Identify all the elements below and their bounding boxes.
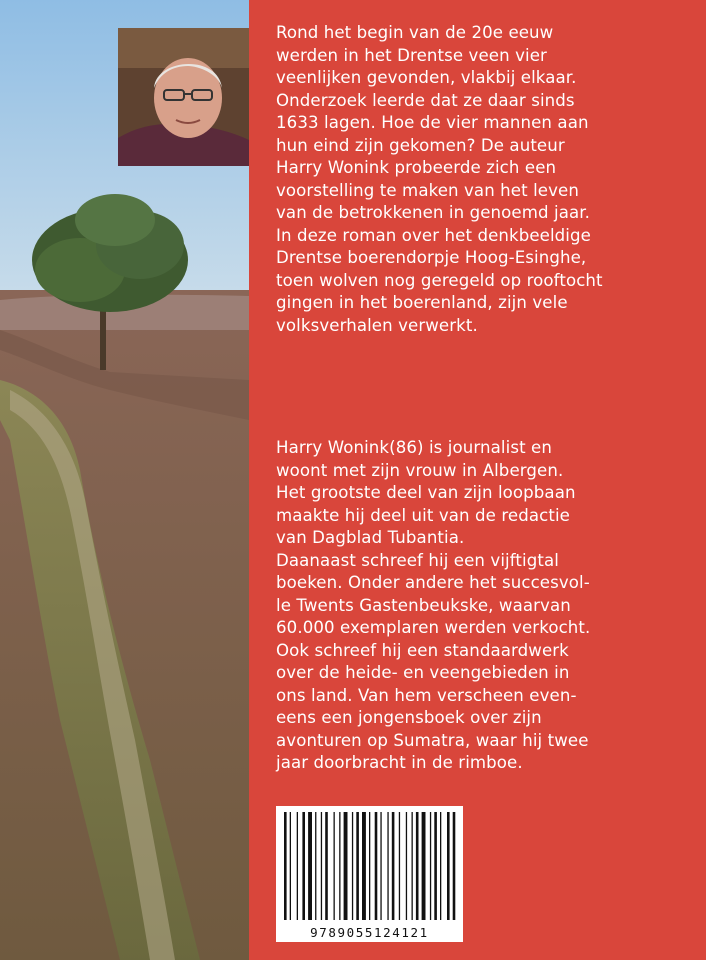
barcode-bar [375, 812, 378, 920]
barcode-bar [412, 812, 413, 920]
text-line: werden in het Drentse veen vier [276, 45, 547, 65]
barcode-bars [276, 806, 463, 924]
author-bio [276, 437, 696, 775]
isbn-number: 9789055124121 [310, 925, 429, 940]
barcode-bar [380, 812, 381, 920]
text-line: le Twents Gastenbeukske, waarvan [276, 595, 571, 615]
text-line: van Dagblad Tubantia. [276, 528, 465, 547]
barcode-bar [339, 812, 340, 920]
text-line: gingen in het boerenland, zijn vele [276, 293, 568, 312]
isbn-barcode [276, 806, 463, 942]
text-line: 60.000 exemplaren werden verkocht. [276, 618, 591, 637]
text-line: 1633 lagen. Hoe de vier mannen aan [276, 113, 589, 132]
author-portrait-illustration [118, 28, 249, 166]
barcode-bar [297, 812, 298, 920]
text-line: hun eind zijn gekomen? De auteur [276, 135, 565, 155]
text-line: Harry Wonink probeerde zich een [276, 158, 557, 177]
barcode-bar [453, 812, 456, 920]
barcode-bar [315, 812, 316, 920]
barcode-bar [362, 812, 366, 920]
text-line: maakte hij deel uit van de redactie [276, 505, 570, 525]
text-line: Rond het begin van de 20e eeuw [276, 23, 554, 42]
barcode-bar [392, 812, 395, 920]
barcode-bar [387, 812, 388, 920]
barcode-bar [302, 812, 305, 920]
text-line: In deze roman over het denkbeeldige [276, 225, 591, 245]
text-line: over de heide- en veengebieden in [276, 663, 570, 682]
text-line: eens een jongensboek over zijn [276, 708, 542, 727]
barcode-bar [406, 812, 407, 920]
barcode-bar [440, 812, 441, 920]
barcode-bar [334, 812, 335, 920]
barcode-bar [325, 812, 328, 920]
text-line: woont met zijn vrouw in Albergen. [276, 460, 564, 480]
barcode-bar [369, 812, 370, 920]
text-line: Drentse boerendorpje Hoog-Esinghe, [276, 248, 587, 267]
text-line: van de betrokkenen in genoemd jaar. [276, 203, 591, 222]
text-line: volksverhalen verwerkt. [276, 315, 478, 335]
text-line: avonturen op Sumatra, waar hij twee [276, 730, 589, 750]
barcode-bar [434, 812, 437, 920]
book-blurb [276, 22, 696, 337]
text-line: Daanaast schreef hij een vijftigtal [276, 550, 559, 570]
barcode-bar [290, 812, 291, 920]
text-line: Het grootste deel van zijn loopbaan [276, 483, 576, 502]
text-line: toen wolven nog geregeld op rooftocht [276, 270, 603, 290]
barcode-bar [356, 812, 359, 920]
text-line: Onderzoek leerde dat ze daar sinds [276, 90, 575, 110]
barcode-bar [284, 812, 287, 920]
text-line: voorstelling te maken van het leven [276, 180, 579, 200]
barcode-bar [430, 812, 431, 920]
text-line: veenlijken gevonden, vlakbij elkaar. [276, 68, 577, 87]
barcode-bar [399, 812, 400, 920]
barcode-bar [447, 812, 450, 920]
barcode-bar [422, 812, 426, 920]
author-portrait [118, 28, 249, 166]
barcode-bar [321, 812, 322, 920]
barcode-bar [416, 812, 419, 920]
barcode-bar [352, 812, 353, 920]
text-line: boeken. Onder andere het succesvol- [276, 573, 590, 592]
text-line: Ook schreef hij een standaardwerk [276, 640, 569, 660]
barcode-bar [344, 812, 348, 920]
text-line: jaar doorbracht in de rimboe. [276, 753, 523, 772]
barcode-bar [308, 812, 312, 920]
text-line: ons land. Van hem verscheen even- [276, 685, 577, 705]
text-line: Harry Wonink(86) is journalist en [276, 438, 552, 457]
